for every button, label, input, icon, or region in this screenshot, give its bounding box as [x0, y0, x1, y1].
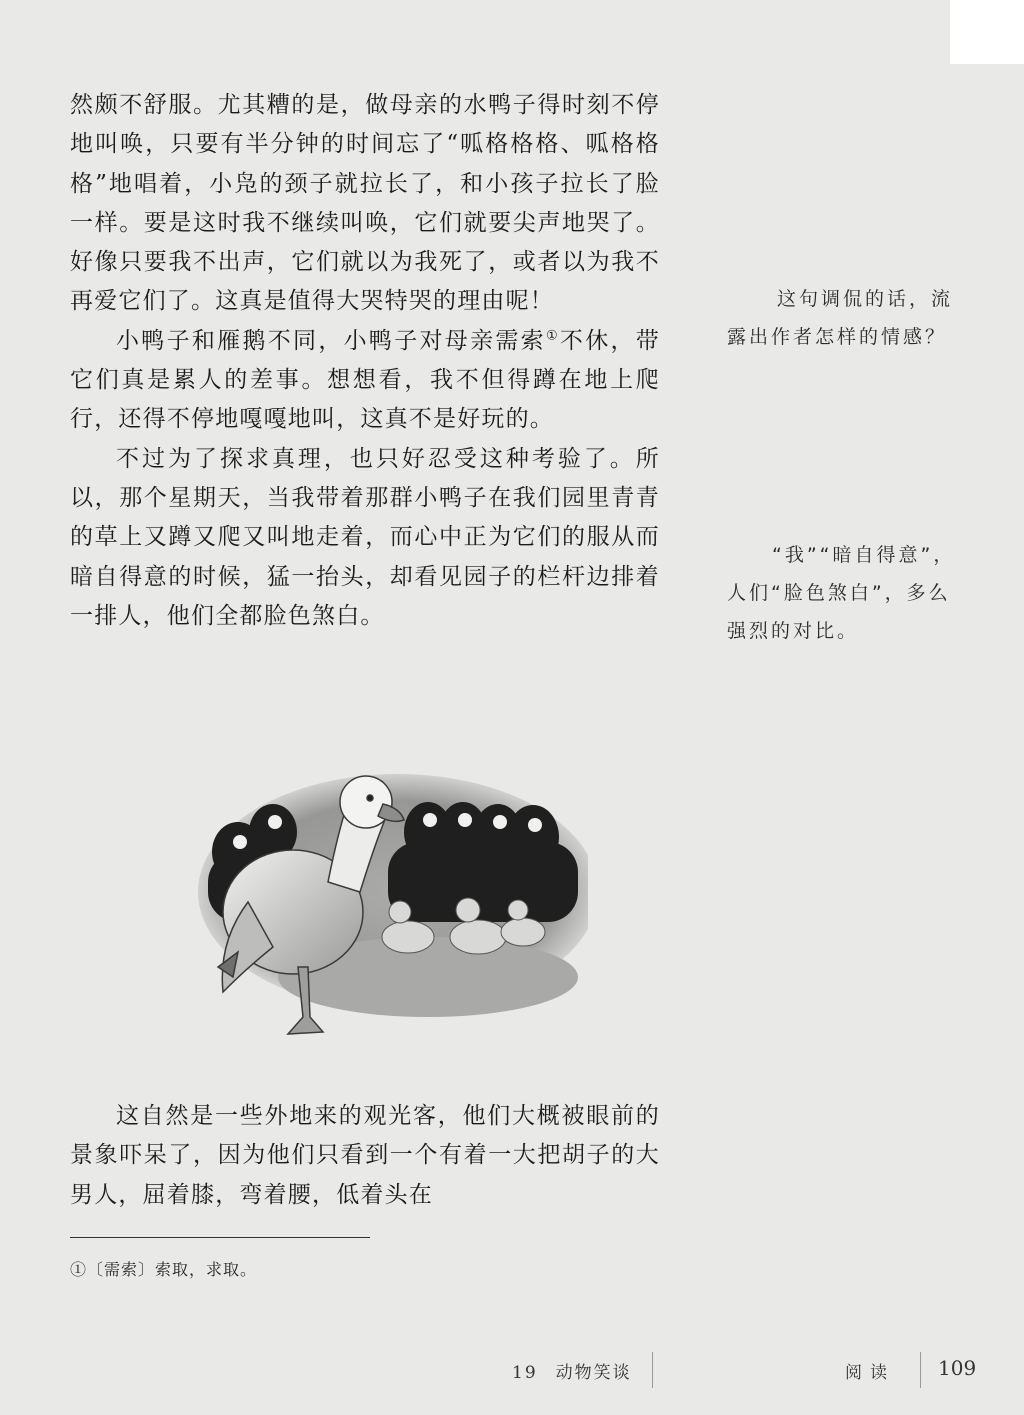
page-corner-blank: [950, 0, 1024, 64]
paragraph-2-text-a: 小鸭子和雁鹅不同，小鸭子对母亲需索: [116, 327, 546, 354]
footer-chapter: [512, 1358, 632, 1383]
paragraph-2: [70, 322, 660, 440]
paragraph-2-text-b: 不休，带它们真是累人的差事。想想看，我不但得蹲在地上爬行，还得不停地嘎嘎地叫，这真不是好玩的。: [70, 327, 660, 433]
footer-divider-2: [920, 1352, 921, 1388]
footnote-marker[interactable]: ①: [545, 328, 560, 344]
margin-note-contrast: “我”“暗自得意”，人们“脸色煞白”，多么强烈的对比。: [727, 544, 956, 642]
paragraph-3: 不过为了探求真理，也只好忍受这种考验了。所以，那个星期天，当我带着那群小鸭子在我们园里青青的草上又蹲又爬又叫地走着，而心中正为它们的服从而暗自得意的时候，猛一抬头，却看见园子的栏杆边排着一排人，他们全都脸色煞白。: [70, 445, 660, 629]
footnote: ①〔需索〕索取，求取。: [70, 1260, 258, 1279]
continuation-text: [70, 1097, 660, 1215]
footnote-divider: [70, 1237, 370, 1238]
footer-divider-1: [652, 1352, 653, 1388]
duck-photo-image: [178, 762, 588, 1052]
paragraph-4: 这自然是一些外地来的观光客，他们大概被眼前的景象吓呆了，因为他们只看到一个有着一大把胡子的大男人，屈着膝，弯着腰，低着头在: [70, 1103, 660, 1208]
margin-note-question: 这句调侃的话，流露出作者怎样的情感？: [727, 288, 954, 348]
footer-section: 阅读: [845, 1363, 895, 1383]
duck-illustration: [178, 762, 588, 1052]
chapter-number: 19: [512, 1363, 538, 1383]
main-text-column: [70, 86, 660, 636]
paragraph-1: 然颇不舒服。尤其糟的是，做母亲的水鸭子得时刻不停地叫唤，只要有半分钟的时间忘了“呱格格格、呱格格格”地唱着，小凫的颈子就拉长了，和小孩子拉长了脸一样。要是这时我不继续叫唤，它们就要尖声地哭了。好像只要我不出声，它们就以为我死了，或者以为我不再爱它们了。这真是值得大哭特哭的理由呢！: [70, 92, 660, 315]
page-number: 109: [938, 1356, 977, 1380]
chapter-title: 动物笑谈: [555, 1363, 632, 1383]
